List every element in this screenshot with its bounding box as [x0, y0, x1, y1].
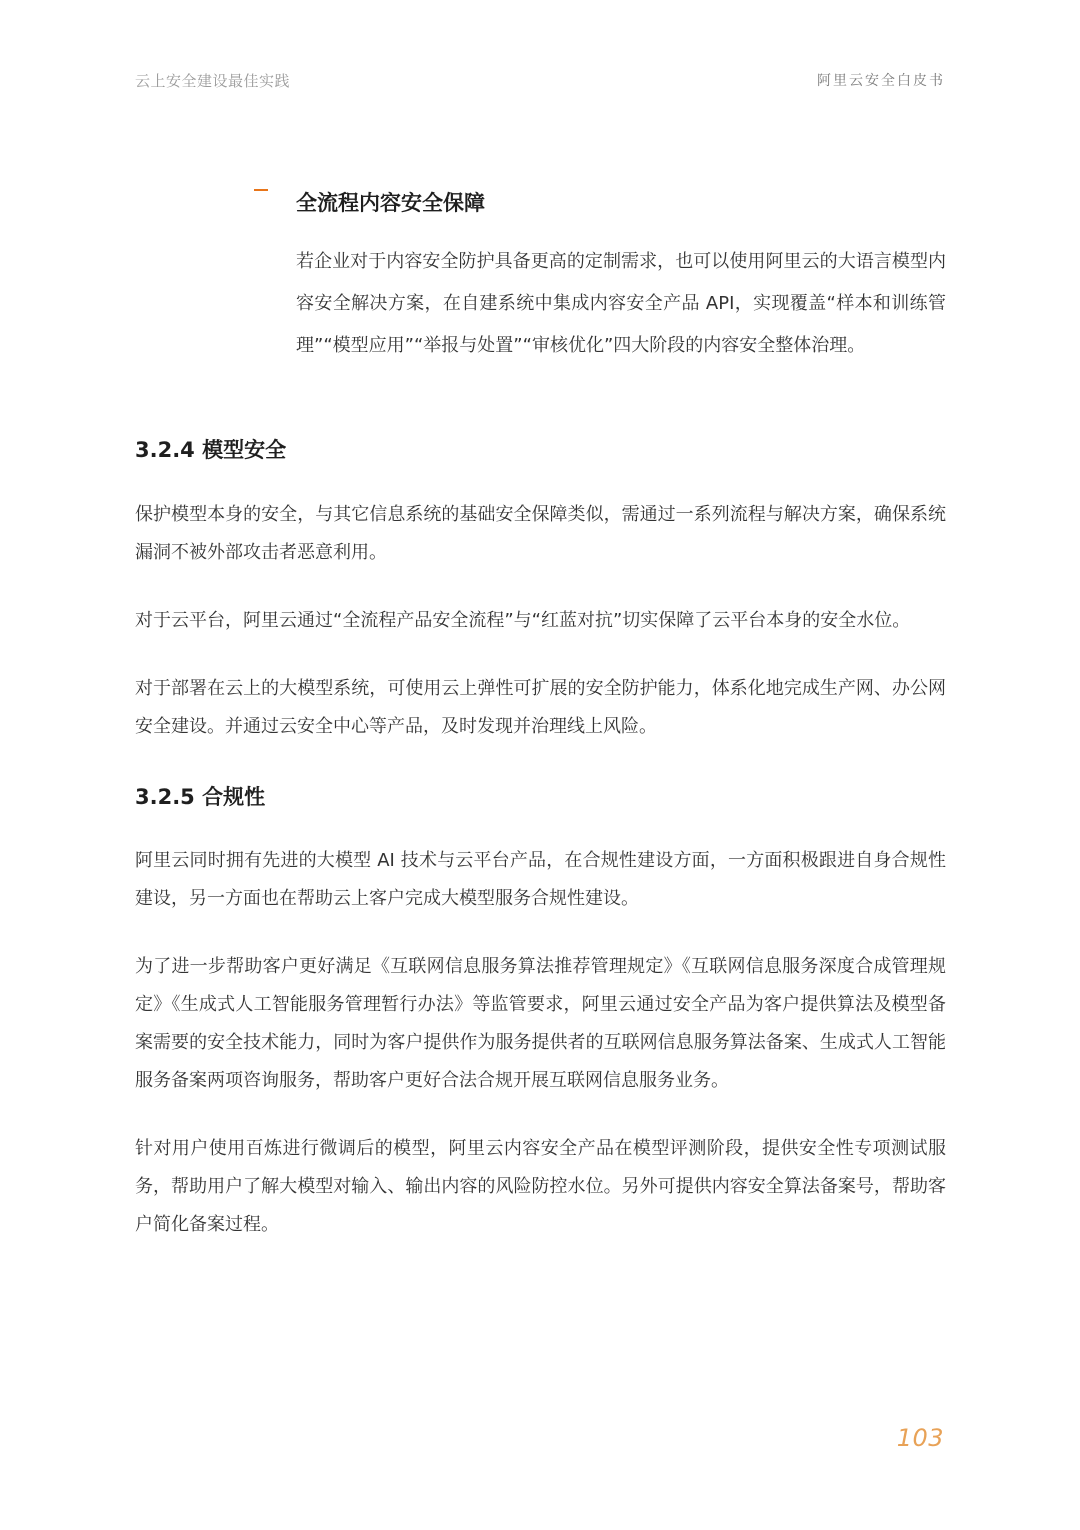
paragraph: 为了进一步帮助客户更好满足《互联网信息服务算法推荐管理规定》《互联网信息服务深度合成管理规定》《生成式人工智能服务管理暂行办法》等监管要求，阿里云通过安全产品为客户提供算法及模型备案需要的安全技术能力，同时为客户提供作为服务提供者的互联网信息服务算法备案、生成式人工智能服务备案两项咨询服务，帮助客户更好合法合规开展互联网信息服务业务。 [135, 956, 946, 1091]
section-heading-3-2-4: 3.2.4 模型安全 [135, 438, 287, 462]
running-header-right: 阿里云安全白皮书 [817, 73, 945, 89]
bullet-dash-marker [254, 189, 268, 191]
paragraph: 对于部署在云上的大模型系统，可使用云上弹性可扩展的安全防护能力，体系化地完成生产网、办公网安全建设。并通过云安全中心等产品，及时发现并治理线上风险。 [135, 678, 946, 737]
paragraph: 保护模型本身的安全，与其它信息系统的基础安全保障类似，需通过一系列流程与解决方案，确保系统漏洞不被外部攻击者恶意利用。 [135, 504, 946, 563]
paragraph: 对于云平台，阿里云通过“全流程产品安全流程”与“红蓝对抗”切实保障了云平台本身的安全水位。 [135, 610, 911, 631]
bullet-paragraph: 若企业对于内容安全防护具备更高的定制需求，也可以使用阿里云的大语言模型内容安全解决方案，在自建系统中集成内容安全产品 API，实现覆盖“样本和训练管理”“模型应用”“举报与处置”“审核优化”四大阶段的内容安全整体治理。 [296, 251, 946, 356]
paragraph: 针对用户使用百炼进行微调后的模型，阿里云内容安全产品在模型评测阶段，提供安全性专项测试服务，帮助用户了解大模型对输入、输出内容的风险防控水位。另外可提供内容安全算法备案号，帮助客户简化备案过程。 [135, 1138, 946, 1235]
section-heading-3-2-5: 3.2.5 合规性 [135, 785, 266, 809]
bullet-heading: 全流程内容安全保障 [296, 191, 485, 215]
page-number: 103 [896, 1424, 944, 1452]
running-header-left: 云上安全建设最佳实践 [135, 72, 291, 90]
paragraph: 阿里云同时拥有先进的大模型 AI 技术与云平台产品，在合规性建设方面，一方面积极跟进自身合规性建设，另一方面也在帮助云上客户完成大模型服务合规性建设。 [135, 850, 946, 909]
